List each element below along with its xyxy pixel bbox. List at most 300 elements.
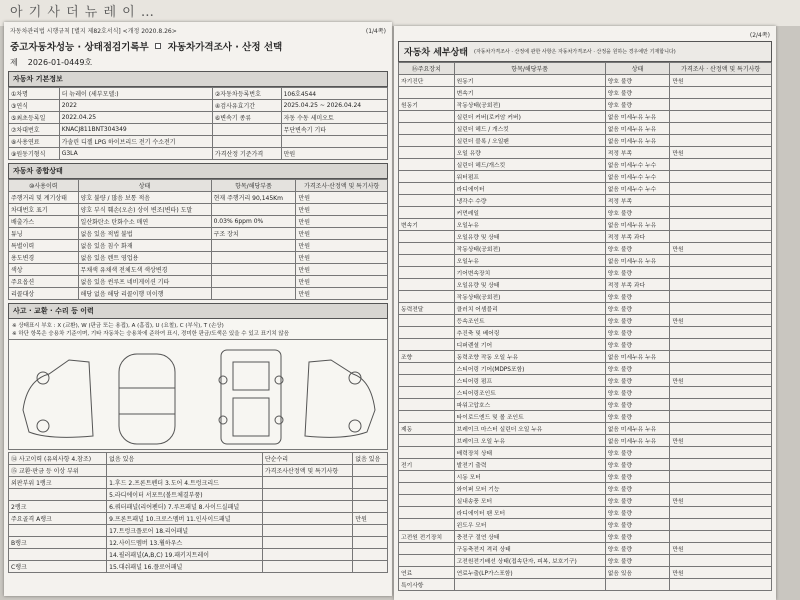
table-cell: 배력장치 상태	[454, 447, 605, 459]
table-cell: 2022.04.25	[59, 112, 212, 124]
document-number	[4, 57, 392, 68]
table-cell: 양호 불량	[605, 387, 670, 399]
table-cell: 양호 불량	[605, 411, 670, 423]
table-row	[399, 531, 772, 543]
table-row	[9, 513, 388, 525]
table-cell: 만원	[670, 375, 772, 387]
table-cell: ①차명	[9, 88, 60, 100]
table-row	[9, 549, 388, 561]
table-cell	[353, 525, 388, 537]
table-cell	[399, 471, 455, 483]
table-cell: 양호 불량	[605, 339, 670, 351]
page-number: (1/4쪽)	[365, 28, 386, 35]
table-cell	[211, 276, 296, 288]
table-cell: 만원	[281, 148, 387, 160]
table-row	[399, 519, 772, 531]
table-cell: 없음 있음	[107, 453, 263, 465]
table-row	[399, 339, 772, 351]
table-row	[399, 303, 772, 315]
table-cell: 양호 불량	[605, 375, 670, 387]
table-row	[399, 219, 772, 231]
table-cell: 만원	[670, 315, 772, 327]
table-row	[399, 459, 772, 471]
table-cell: 외판부위 1랭크	[9, 477, 107, 489]
table-cell	[262, 513, 352, 525]
column-header: 가격조사·산정액 및 특기사항	[296, 180, 388, 192]
table-cell	[353, 465, 388, 477]
column-header: 항목/해당부품	[454, 63, 605, 75]
table-cell	[670, 387, 772, 399]
table-row	[399, 351, 772, 363]
table-cell	[670, 159, 772, 171]
table-cell: 라디에이터	[454, 183, 605, 195]
table-cell: 만원	[296, 264, 388, 276]
table-cell: 기어변속장치	[454, 267, 605, 279]
table-cell: 양호 불량	[605, 243, 670, 255]
table-cell: 커먼레일	[454, 207, 605, 219]
table-cell: 변속기	[454, 87, 605, 99]
table-cell: 변속기	[399, 219, 455, 231]
table-cell	[670, 519, 772, 531]
table-cell	[399, 399, 455, 411]
table-cell	[670, 267, 772, 279]
table-cell: C랭크	[9, 561, 107, 573]
table-row	[399, 231, 772, 243]
table-cell	[353, 561, 388, 573]
table-cell: 양호 불량	[605, 207, 670, 219]
table-cell	[399, 555, 455, 567]
table-cell: 2랭크	[9, 501, 107, 513]
table-cell: ③연식	[9, 100, 60, 112]
table-cell: 17.트렁크플로어 18.리어패널	[107, 525, 263, 537]
table-row	[399, 447, 772, 459]
table-cell	[670, 279, 772, 291]
table-cell: ⑤최초등록일	[9, 112, 60, 124]
table-cell: 고전원 전기장치	[399, 531, 455, 543]
table-cell: 5.라디에이터 서포트(볼트체결부품)	[107, 489, 263, 501]
table-cell: 없음 미세누유 누유	[605, 123, 670, 135]
table-cell: 양호 불량	[605, 555, 670, 567]
table-row	[9, 112, 388, 124]
table-cell: 만원	[670, 243, 772, 255]
table-cell: 오일유량 및 상태	[454, 279, 605, 291]
table-cell: 실린더 헤드/개스킷	[454, 159, 605, 171]
column-header: 상태	[78, 180, 211, 192]
table-cell	[262, 489, 352, 501]
table-row	[399, 543, 772, 555]
table-cell: 구조 장치	[211, 228, 296, 240]
table-cell	[670, 471, 772, 483]
table-cell: 작동상태(공회전)	[454, 291, 605, 303]
table-cell: 2025.04.25 ~ 2026.04.24	[281, 100, 387, 112]
basic-info-table	[8, 87, 388, 160]
table-cell: 원동기	[454, 75, 605, 87]
table-cell: 양호 불량	[605, 99, 670, 111]
table-cell	[670, 183, 772, 195]
table-cell: ②자동차등록번호	[212, 88, 281, 100]
table-cell	[399, 231, 455, 243]
table-cell: 6.쿼터패널(리어펜더) 7.루프패널 8.사이드실패널	[107, 501, 263, 513]
table-cell: 자동 수동 세미오토	[281, 112, 387, 124]
table-cell	[399, 363, 455, 375]
repair-table	[8, 452, 388, 573]
table-cell	[670, 87, 772, 99]
table-cell: 적정 부족	[605, 195, 670, 207]
table-cell: ⑧사용연료	[9, 136, 60, 148]
table-cell: 오일 유량	[454, 147, 605, 159]
table-row	[399, 171, 772, 183]
table-cell: 양호 불량	[605, 507, 670, 519]
table-row	[399, 123, 772, 135]
table-cell: ⑥변속기 종류	[212, 112, 281, 124]
table-cell	[670, 579, 772, 591]
doc-no-label: 제	[10, 58, 18, 67]
table-row	[399, 567, 772, 579]
table-row	[399, 315, 772, 327]
table-cell: 파워고압호스	[454, 399, 605, 411]
table-cell: 무채색 유채색 전체도색 색상변경	[78, 264, 211, 276]
table-cell	[399, 123, 455, 135]
table-cell	[353, 477, 388, 489]
table-cell: 오일유량 및 상태	[454, 231, 605, 243]
table-cell: 스티어링 펌프	[454, 375, 605, 387]
table-cell: 없음 미세누유 누유	[605, 351, 670, 363]
table-row	[9, 276, 388, 288]
table-cell: 충전구 절연 상태	[454, 531, 605, 543]
table-cell: 만원	[296, 228, 388, 240]
table-cell	[670, 219, 772, 231]
right-page	[394, 26, 776, 600]
table-row	[9, 252, 388, 264]
table-cell: 타이로드엔드 및 볼 조인트	[454, 411, 605, 423]
table-cell: B랭크	[9, 537, 107, 549]
table-cell	[670, 135, 772, 147]
table-cell	[211, 240, 296, 252]
table-cell	[211, 252, 296, 264]
table-cell	[212, 136, 281, 148]
table-row	[399, 363, 772, 375]
table-cell: 적정 부족 과다	[605, 231, 670, 243]
table-cell	[399, 195, 455, 207]
table-cell: 가솔린 디젤 LPG 하이브리드 전기 수소전기	[59, 136, 212, 148]
table-row	[9, 453, 388, 465]
table-row	[399, 111, 772, 123]
table-cell	[281, 136, 387, 148]
table-cell: 주행거리 및 계기상태	[9, 192, 79, 204]
basic-info-heading	[8, 71, 388, 87]
table-row	[399, 411, 772, 423]
table-cell: 만원	[353, 513, 388, 525]
table-cell: 15.대쉬패널 16.플로어패널	[107, 561, 263, 573]
table-cell: 전기	[399, 459, 455, 471]
table-row	[9, 148, 388, 160]
table-cell: 오일누유	[454, 255, 605, 267]
table-row	[399, 243, 772, 255]
doc-no-value: 2026-01-0449호	[27, 58, 93, 67]
table-cell	[399, 87, 455, 99]
table-cell: 양호 불량	[605, 399, 670, 411]
table-cell	[399, 243, 455, 255]
table-cell: 냉각수 수량	[454, 195, 605, 207]
detail-table	[398, 62, 772, 591]
table-cell	[262, 537, 352, 549]
table-cell: 동력조향 작동 오일 누유	[454, 351, 605, 363]
table-cell	[399, 327, 455, 339]
table-cell	[9, 525, 107, 537]
table-row	[399, 507, 772, 519]
table-cell	[399, 111, 455, 123]
table-cell: 적정 부족 과다	[605, 279, 670, 291]
table-cell	[670, 327, 772, 339]
table-cell	[399, 375, 455, 387]
table-cell	[262, 477, 352, 489]
table-row	[9, 192, 388, 204]
table-cell: 양호 불량	[605, 495, 670, 507]
table-cell: 없음 있음 썬루프 네비게이션 기타	[78, 276, 211, 288]
table-cell	[670, 399, 772, 411]
table-row	[399, 495, 772, 507]
table-cell	[353, 537, 388, 549]
table-cell: 주요옵션	[9, 276, 79, 288]
table-cell	[211, 264, 296, 276]
table-cell: 양호 불량	[605, 315, 670, 327]
table-cell: 양호 불량	[605, 303, 670, 315]
table-cell: 만원	[296, 192, 388, 204]
table-row	[399, 291, 772, 303]
table-cell	[670, 303, 772, 315]
table-cell: 만원	[296, 276, 388, 288]
table-row	[399, 399, 772, 411]
table-cell: 양호 불량	[605, 471, 670, 483]
table-cell: 더 뉴레이 (세부모델:)	[59, 88, 212, 100]
table-cell: 가격조사산정액 및 특기사항	[262, 465, 352, 477]
table-row	[399, 279, 772, 291]
table-cell: 양호 불량	[605, 87, 670, 99]
header-row	[9, 180, 388, 192]
column-header: 상태	[605, 63, 670, 75]
table-cell	[399, 387, 455, 399]
table-cell: 해당 없음 해당 리콜이행 미이행	[78, 288, 211, 300]
table-cell: 만원	[296, 288, 388, 300]
table-cell	[399, 171, 455, 183]
right-header	[394, 26, 776, 39]
table-cell: 양호 불량	[605, 291, 670, 303]
table-cell: 만원	[296, 216, 388, 228]
table-cell: 동력전달	[399, 303, 455, 315]
table-cell: 실린더 블록 / 오일팬	[454, 135, 605, 147]
table-row	[9, 288, 388, 300]
table-row	[9, 228, 388, 240]
table-row	[9, 525, 388, 537]
table-cell	[670, 339, 772, 351]
table-cell: G3LA	[59, 148, 212, 160]
table-cell: 주요골격 A랭크	[9, 513, 107, 525]
table-cell: 만원	[670, 543, 772, 555]
table-cell: 양호 불량	[605, 543, 670, 555]
table-row	[399, 255, 772, 267]
table-cell: 없음 있음 렌트 영업용	[78, 252, 211, 264]
detail-heading	[398, 41, 772, 62]
table-cell: 특이사항	[399, 579, 455, 591]
table-cell: 9.프론트패널 10.크로스멤버 11.인사이드패널	[107, 513, 263, 525]
table-cell: 0.03% 6ppm 0%	[211, 216, 296, 228]
table-cell: 구동축전지 격리 상태	[454, 543, 605, 555]
table-cell: 적정 부족	[605, 147, 670, 159]
table-cell: 없음 미세누유 누유	[605, 423, 670, 435]
car-outline-icon	[9, 340, 387, 450]
table-row	[9, 88, 388, 100]
table-row	[9, 216, 388, 228]
section-note: (자동차가격조사 · 산정에 관한 사항은 자동차가격조사 · 산정을 원하는 경우에만 기재합니다)	[474, 49, 676, 55]
form-header	[4, 22, 392, 35]
table-cell: 106호4544	[281, 88, 387, 100]
column-header: ⑯주요장치	[399, 63, 455, 75]
table-cell: 1.후드 2.프론트펜더 3.도어 4.트렁크리드	[107, 477, 263, 489]
table-cell	[670, 531, 772, 543]
table-cell: ④검사유효기간	[212, 100, 281, 112]
section-title: 자동차 종합상태	[13, 167, 63, 175]
table-row	[399, 471, 772, 483]
table-cell	[262, 561, 352, 573]
table-cell: KNACJ811BNT304349	[59, 124, 212, 136]
table-cell: 조향	[399, 351, 455, 363]
table-cell: 리콜대상	[9, 288, 79, 300]
title-option: 자동차가격조사 · 산정 선택	[167, 42, 283, 53]
accident-heading	[8, 303, 388, 319]
table-cell	[399, 543, 455, 555]
table-row	[399, 87, 772, 99]
table-cell	[399, 495, 455, 507]
table-cell: 없음 있음	[605, 567, 670, 579]
table-cell: 라디에이터 팬 모터	[454, 507, 605, 519]
table-row	[9, 537, 388, 549]
table-cell: 없음 있음	[353, 453, 388, 465]
table-cell	[9, 549, 107, 561]
table-cell: 발전기 출력	[454, 459, 605, 471]
table-cell: 디퍼렌셜 기어	[454, 339, 605, 351]
table-cell: 작동상태(공회전)	[454, 243, 605, 255]
table-cell: 없음 미세누수 누수	[605, 159, 670, 171]
table-row	[399, 555, 772, 567]
table-cell	[399, 183, 455, 195]
table-cell: 없음 미세누유 누유	[605, 111, 670, 123]
table-cell: 무단변속기 기타	[281, 124, 387, 136]
table-cell	[353, 501, 388, 513]
section-title: 사고 · 교환 · 수리 등 이력	[13, 307, 94, 315]
table-cell: 양호 불량	[605, 519, 670, 531]
table-cell	[670, 171, 772, 183]
table-cell	[670, 363, 772, 375]
table-row	[399, 375, 772, 387]
table-row	[399, 579, 772, 591]
table-cell: 와이퍼 모터 기능	[454, 483, 605, 495]
vehicle-diagram	[8, 340, 388, 450]
header-row	[399, 63, 772, 75]
table-cell: 연료누출(LP가스포함)	[454, 567, 605, 579]
table-cell: 없음 있음 침수 화재	[78, 240, 211, 252]
table-cell	[670, 111, 772, 123]
table-cell: 특별이력	[9, 240, 79, 252]
table-row	[399, 423, 772, 435]
table-cell: ⑦차대번호	[9, 124, 60, 136]
table-cell: 추진축 및 베어링	[454, 327, 605, 339]
accident-note-2: ※ 하단 항목은 승용차 기준이며, 기타 자동차는 승용차에 준하여 표시, 경미한 판금/도색은 있을 수 있고 표기치 않음	[12, 331, 290, 337]
table-cell: 고전원전기배선 상태(접속단자, 피복, 보호기구)	[454, 555, 605, 567]
table-row	[9, 136, 388, 148]
table-row	[399, 135, 772, 147]
title-text: 중고자동차성능 · 상태점검기록부	[10, 42, 149, 53]
table-cell: 오일누유	[454, 219, 605, 231]
table-cell: 스티어링조인트	[454, 387, 605, 399]
table-cell	[399, 507, 455, 519]
table-cell	[262, 525, 352, 537]
table-row	[399, 183, 772, 195]
table-cell: 실린더 헤드 / 개스킷	[454, 123, 605, 135]
table-cell	[399, 519, 455, 531]
table-row	[9, 501, 388, 513]
table-row	[399, 387, 772, 399]
table-cell	[262, 501, 352, 513]
table-cell: 만원	[296, 204, 388, 216]
table-cell: 제동	[399, 423, 455, 435]
table-row	[399, 207, 772, 219]
table-cell: 브레이크 오일 누유	[454, 435, 605, 447]
table-cell: 양호 불량	[605, 267, 670, 279]
table-cell: 양호 불량	[605, 75, 670, 87]
table-cell	[353, 489, 388, 501]
table-cell: 없음 미세누유 누유	[605, 435, 670, 447]
table-cell: 만원	[670, 75, 772, 87]
left-page	[4, 22, 392, 596]
table-row	[9, 100, 388, 112]
table-cell	[670, 459, 772, 471]
table-cell: 배출가스	[9, 216, 79, 228]
table-cell: 등속조인트	[454, 315, 605, 327]
table-cell	[353, 549, 388, 561]
table-cell: 스티어링 기어(MDPS포함)	[454, 363, 605, 375]
table-cell	[670, 291, 772, 303]
checkbox-icon	[155, 43, 161, 49]
table-row	[9, 477, 388, 489]
form-title	[4, 35, 392, 57]
table-row	[399, 147, 772, 159]
table-cell: 워터펌프	[454, 171, 605, 183]
table-cell: 시동 모터	[454, 471, 605, 483]
table-cell	[399, 255, 455, 267]
table-cell	[399, 447, 455, 459]
table-row	[9, 204, 388, 216]
table-cell	[605, 579, 670, 591]
table-row	[399, 195, 772, 207]
table-cell	[670, 207, 772, 219]
table-cell	[107, 465, 263, 477]
table-cell	[399, 411, 455, 423]
table-cell	[670, 447, 772, 459]
table-cell	[670, 351, 772, 363]
table-row	[399, 159, 772, 171]
table-cell	[399, 279, 455, 291]
table-cell: 색상	[9, 264, 79, 276]
table-cell: 만원	[296, 252, 388, 264]
table-cell: 가격산정 기준가격	[212, 148, 281, 160]
table-row	[9, 489, 388, 501]
table-cell: 양호 불량	[605, 363, 670, 375]
overall-heading	[8, 163, 388, 179]
table-row	[9, 240, 388, 252]
table-cell	[454, 579, 605, 591]
table-cell: 차대번호 표기	[9, 204, 79, 216]
table-cell: 연료	[399, 567, 455, 579]
